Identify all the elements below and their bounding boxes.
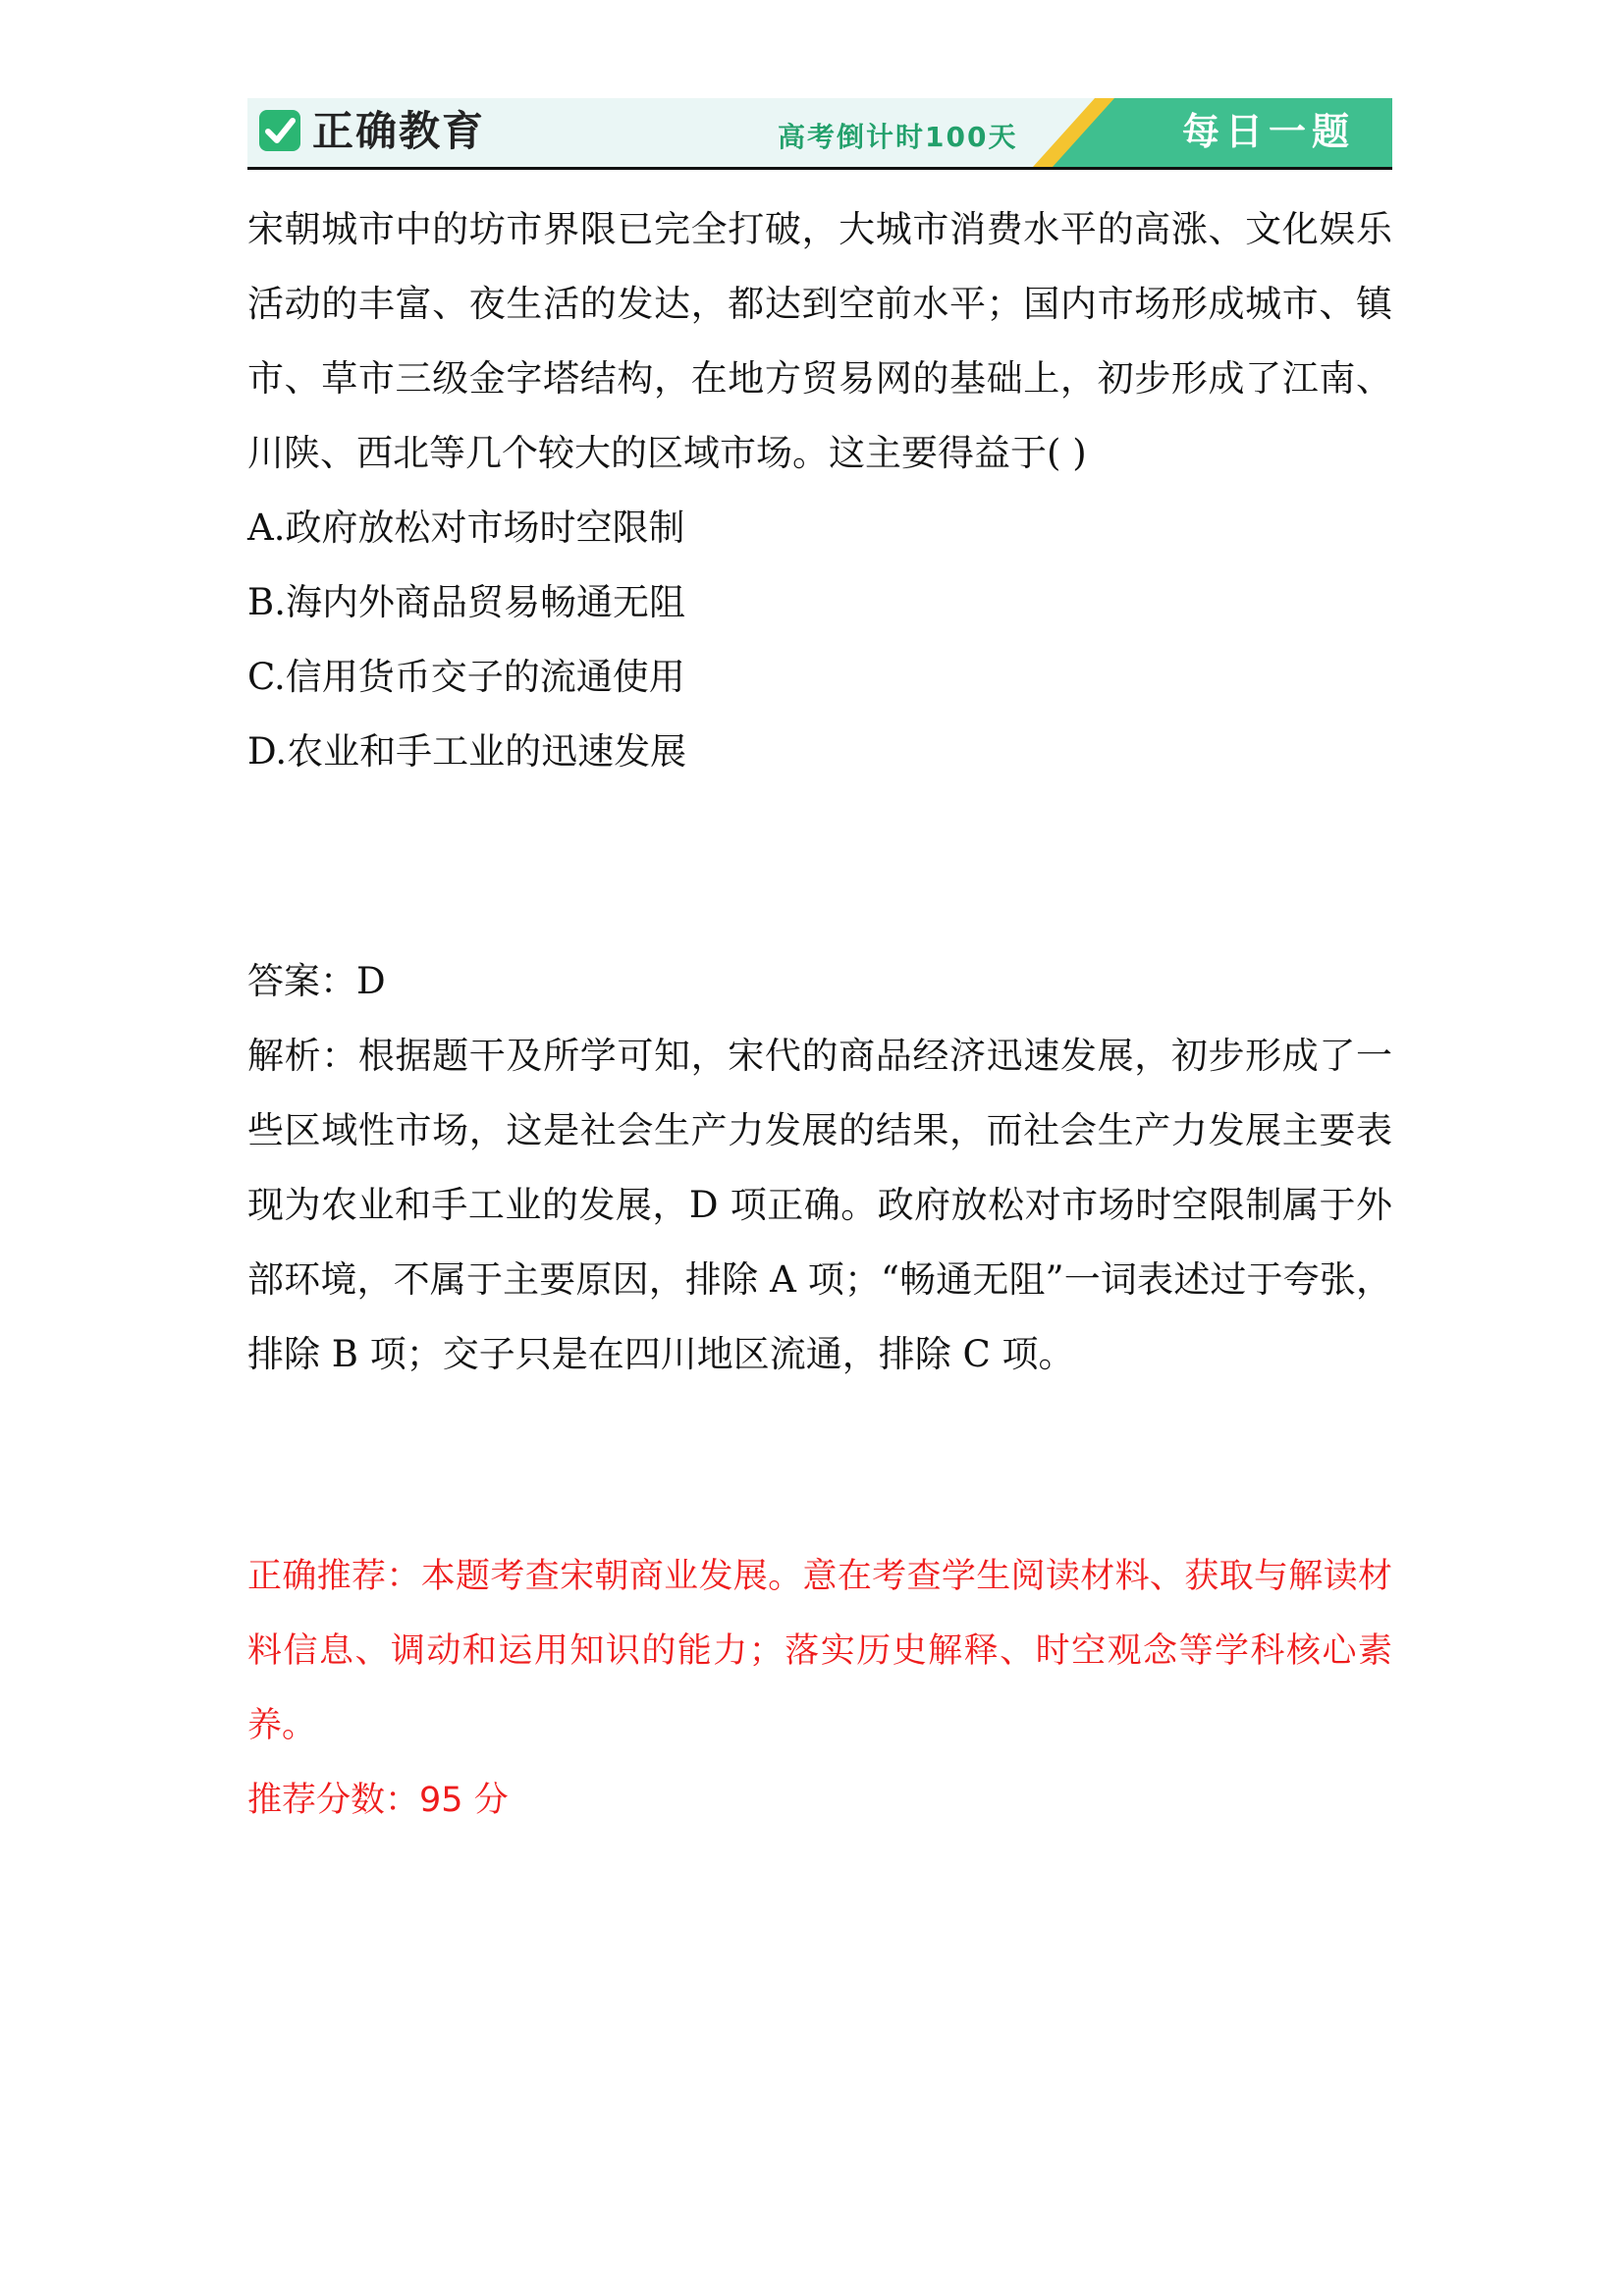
analysis-paragraph: 解析：根据题干及所学可知，宋代的商品经济迅速发展，初步形成了一些区域性市场，这是社会生产力发展的结果，而社会生产力发展主要表现为农业和手工业的发展，D 项正确。政府放松对市场时空限制属于外部环境，不属于主要原因，排除 A 项；“畅通无阻”一词表述过于夸张，排除 B 项；交子只是在四川地区流通，排除 C 项。 <box>247 1035 1392 1375</box>
option-b: B.海内外商品贸易畅通无阻 <box>247 581 685 623</box>
answer-line: 答案：D <box>247 960 386 1002</box>
daily-question-label: 每日一题 <box>1181 110 1355 153</box>
recommended-score: 推荐分数：95 分 <box>247 1781 509 1820</box>
document-body <box>247 192 1392 1838</box>
header-banner <box>247 98 1392 170</box>
option-c: C.信用货币交子的流通使用 <box>247 656 685 698</box>
option-a: A.政府放松对市场时空限制 <box>247 507 685 549</box>
option-d: D.农业和手工业的迅速发展 <box>247 730 687 773</box>
recommendation-paragraph: 正确推荐：本题考查宋朝商业发展。意在考查学生阅读材料、获取与解读材料信息、调动和运用知识的能力；落实历史解释、时空观念等学科核心素养。 <box>247 1557 1392 1745</box>
checkmark-icon <box>259 110 300 151</box>
countdown-label: 高考倒计时100天 <box>778 121 1018 153</box>
brand-logo-text: 正确教育 <box>312 107 486 155</box>
question-stem: 宋朝城市中的坊市界限已完全打破，大城市消费水平的高涨、文化娱乐活动的丰富、夜生活的发达，都达到空前水平；国内市场形成城市、镇市、草市三级金字塔结构，在地方贸易网的基础上，初步形成了江南、川陕、西北等几个较大的区域市场。这主要得益于( ) <box>247 208 1392 474</box>
